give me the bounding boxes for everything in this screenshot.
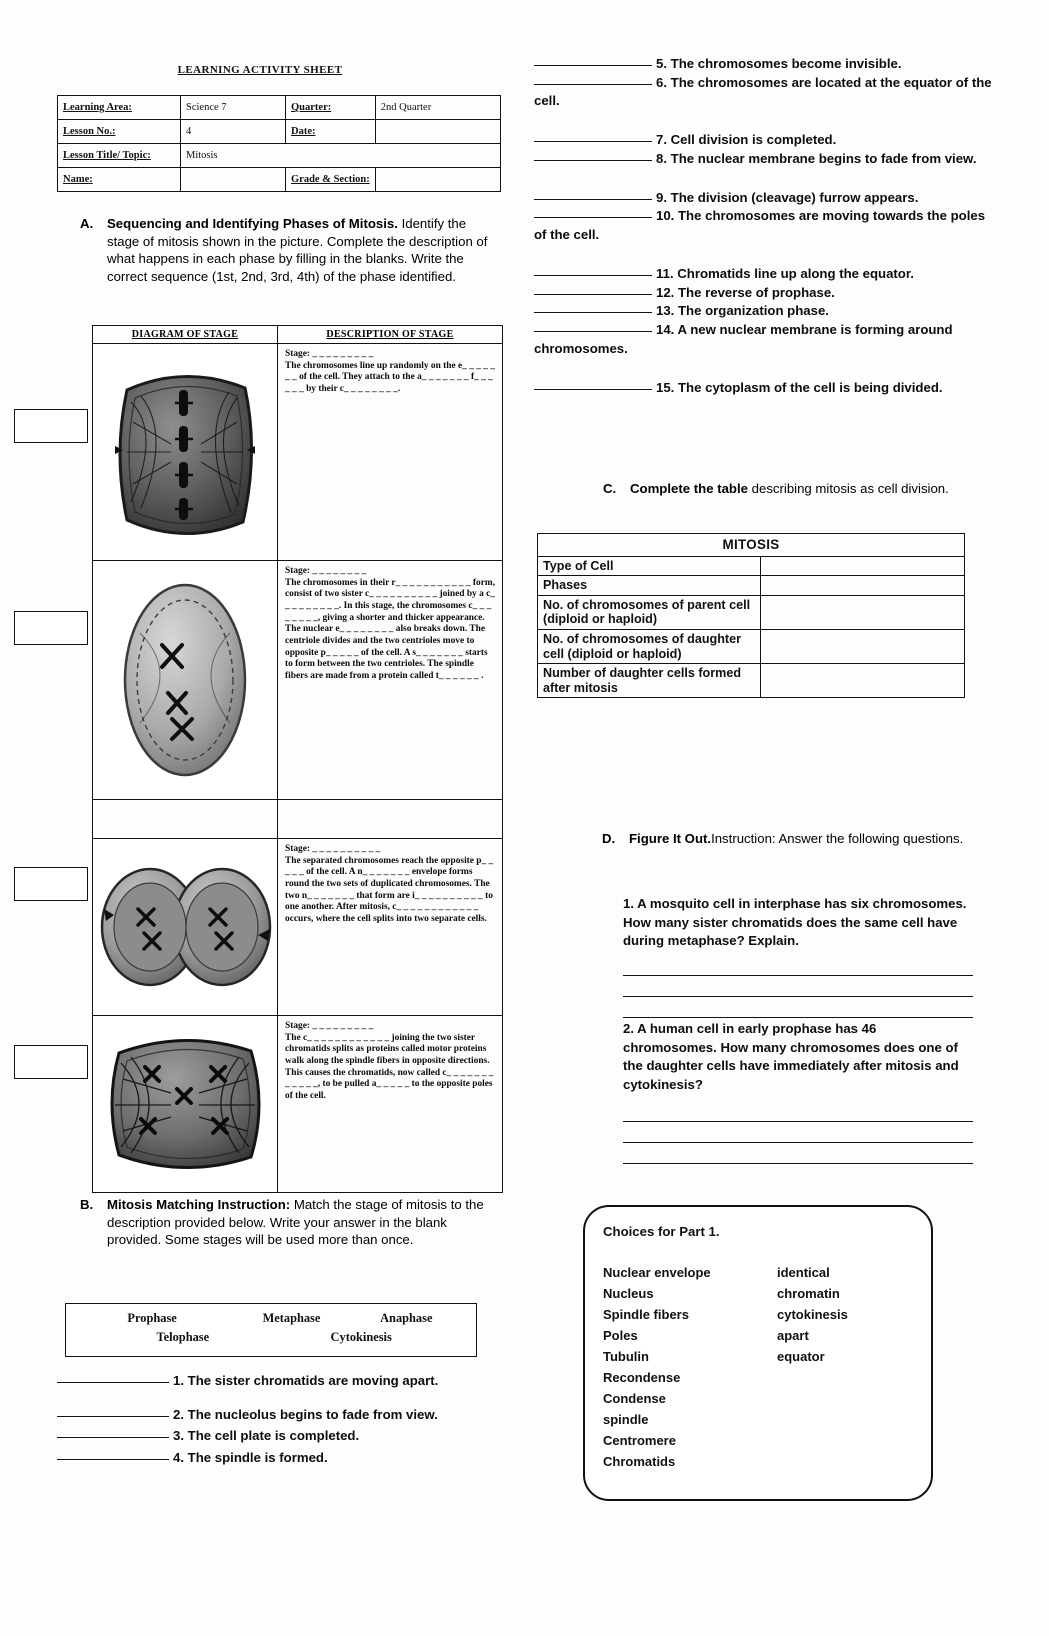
- matching-item-7: 7. Cell division is completed.: [656, 132, 837, 148]
- mitosis-key-parent-chromosomes: No. of chromosomes of parent cell (diploid or haploid): [538, 595, 761, 629]
- answer-blank-12[interactable]: [534, 294, 652, 295]
- list-item: [534, 321, 994, 358]
- answer-blank-13[interactable]: [534, 312, 652, 313]
- stage-table-header: [93, 326, 502, 344]
- mitosis-key-phases: Phases: [538, 576, 761, 596]
- answer-rule-1b[interactable]: [623, 976, 973, 997]
- answer-blank-10[interactable]: [534, 217, 652, 218]
- choice-centromere[interactable]: Centromere: [603, 1433, 676, 1449]
- choice-spindle-fibers[interactable]: Spindle fibers: [603, 1307, 689, 1323]
- part-b-text: Mitosis Matching Instruction: Match the stage of mitosis to the description provided below. Write your answer in the blank provided. Some stages will be used more than once.: [107, 1197, 484, 1248]
- matching-items-left: [57, 1372, 492, 1468]
- part-d-letter: D.: [602, 831, 616, 846]
- info-value-lesson-no[interactable]: 4: [181, 120, 286, 144]
- mitosis-key-number-daughter-cells: Number of daughter cells formed after mitosis: [538, 664, 761, 698]
- info-label-grade-section: Grade & Section:: [286, 168, 376, 192]
- stage-diagram-3: [93, 839, 278, 1015]
- cell-diagram-metaphase-icon: [105, 352, 265, 552]
- sequence-answer-box-1[interactable]: [14, 409, 88, 443]
- word-bank-row-2: [66, 1330, 476, 1345]
- part-b-heading: [80, 1196, 485, 1249]
- stage-diagram-2: [93, 561, 278, 799]
- choice-identical[interactable]: identical: [777, 1265, 830, 1280]
- word-bank-telophase[interactable]: Telophase: [156, 1330, 210, 1344]
- list-item: [534, 150, 994, 169]
- mitosis-value-type-of-cell[interactable]: [761, 556, 965, 576]
- stage-text-3[interactable]: The separated chromosomes reach the opposite p_ _ _ _ _ of the cell. A n_ _ _ _ _ _ _ envelope forms round the two sets of duplicated chromosomes. The two n_ _ _ _ _ _ _ that form are i_ _ _ _ _ _ _ _ _ _ to one another. After mitosis, c_ _ _ _ _ _ _ _ _ _ _ _ occurs, where the cell splits into two separate cells.: [285, 855, 494, 924]
- matching-item-9: 9. The division (cleavage) furrow appears.: [656, 189, 919, 205]
- matching-item-2: 2. The nucleolus begins to fade from view.: [173, 1406, 438, 1422]
- cell-diagram-prophase-icon: [110, 573, 260, 788]
- question-2-block: [623, 1020, 973, 1164]
- answer-rule-1c[interactable]: [623, 997, 973, 1018]
- sheet-title: LEARNING ACTIVITY SHEET: [177, 64, 343, 76]
- mitosis-table: [537, 533, 965, 698]
- word-bank-metaphase[interactable]: Metaphase: [262, 1311, 321, 1325]
- list-item: [534, 284, 994, 303]
- word-bank-anaphase[interactable]: Anaphase: [380, 1311, 433, 1325]
- stage-description-4: [278, 1016, 502, 1192]
- answer-blank-6[interactable]: [534, 84, 652, 85]
- question-2-text: 2. A human cell in early prophase has 46 chromosomes. How many chromosomes does one of the daughter cells have immediately after mitosis and cytokinesis?: [623, 1021, 959, 1093]
- matching-item-8: 8. The nuclear membrane begins to fade from view.: [656, 150, 977, 166]
- matching-item-10: 10. The chromosomes are moving towards the poles of the cell.: [534, 208, 986, 243]
- choice-equator[interactable]: equator: [777, 1349, 825, 1365]
- answer-blank-11[interactable]: [534, 275, 652, 276]
- info-label-name: Name:: [58, 168, 181, 192]
- answer-blank-3[interactable]: [57, 1437, 169, 1438]
- sequence-answer-box-4[interactable]: [14, 1045, 88, 1079]
- stage-label-3: Stage: _ _ _ _ _ _ _ _ _ _: [285, 844, 381, 854]
- stage-description-3: [278, 839, 502, 1015]
- choice-apart[interactable]: apart: [777, 1328, 809, 1344]
- stage-label-4: Stage: _ _ _ _ _ _ _ _ _: [285, 1021, 374, 1031]
- choice-chromatids[interactable]: Chromatids: [603, 1454, 676, 1470]
- mitosis-table-title: MITOSIS: [538, 534, 965, 557]
- table-row: [538, 664, 965, 698]
- mitosis-key-daughter-chromosomes: No. of chromosomes of daughter cell (diploid or haploid): [538, 629, 761, 663]
- stage-table: [92, 325, 503, 1193]
- list-item: [57, 1406, 492, 1425]
- choice-nucleus[interactable]: Nucleus: [603, 1286, 654, 1302]
- header-diagram-of-stage: DIAGRAM OF STAGE: [93, 326, 278, 343]
- sequence-answer-box-2[interactable]: [14, 611, 88, 645]
- stage-text-2[interactable]: The chromosomes in their r_ _ _ _ _ _ _ _ _ _ _ form, consist of two sister c_ _ _ _ _ _ _ _ _ _ joined by a c_ _ _ _ _ _ _ _ _. In this stage, the chromosomes c_ _ _ _ _ _ _ _, giving a shorter and thicker appearance. The nuclear e_ _ _ _ _ _ _ _ also breaks down. The centriole divides and the two centrioles move to opposite p_ _ _ _ _ of the cell. A s_ _ _ _ _ _ _ starts to form between the two centrioles. The spindle fibers are made from a protein called t_ _ _ _ _ _ .: [285, 577, 496, 681]
- table-row: [538, 629, 965, 663]
- table-row: [58, 96, 501, 120]
- info-table: [57, 95, 501, 192]
- info-value-quarter[interactable]: 2nd Quarter: [375, 96, 500, 120]
- list-item: [534, 265, 994, 284]
- list-item: [57, 1449, 492, 1468]
- info-label-lesson-title: Lesson Title/ Topic:: [58, 144, 181, 168]
- stage-label-1: Stage: _ _ _ _ _ _ _ _ _: [285, 349, 374, 359]
- choices-column-b: [777, 1262, 848, 1367]
- list-item: [57, 1427, 492, 1446]
- matching-item-3: 3. The cell plate is completed.: [173, 1428, 360, 1444]
- matching-items-right: [534, 55, 994, 397]
- part-d-text: Figure It Out.Instruction: Answer the following questions.: [629, 831, 964, 846]
- choices-title: Choices for Part 1.: [603, 1224, 720, 1239]
- part-a-heading: [80, 215, 490, 285]
- info-label-learning-area: Learning Area:: [58, 96, 181, 120]
- answer-blank-5[interactable]: [534, 65, 652, 66]
- choices-column-a: [603, 1262, 711, 1472]
- answer-blank-8[interactable]: [534, 160, 652, 161]
- list-item: [534, 189, 994, 208]
- matching-item-6: 6. The chromosomes are located at the equator of the cell.: [534, 74, 992, 109]
- info-label-lesson-no: Lesson No.:: [58, 120, 181, 144]
- stage-description-1: [278, 344, 502, 560]
- table-row: [93, 344, 502, 561]
- word-bank-prophase[interactable]: Prophase: [127, 1311, 177, 1325]
- part-a-text: Sequencing and Identifying Phases of Mitosis. Identify the stage of mitosis shown in the picture. Complete the description of what happens in each phase by filling in the blanks. Write the correct sequence (1st, 2nd, 3rd, 4th) of the phase identified.: [107, 216, 488, 284]
- cell-diagram-anaphase-icon: [101, 1023, 269, 1185]
- stage-diagram-4: [93, 1016, 278, 1192]
- choice-condense[interactable]: Condense: [603, 1391, 666, 1407]
- matching-item-11: 11. Chromatids line up along the equator.: [656, 265, 914, 281]
- list-item: [57, 1372, 492, 1391]
- sequence-answer-box-3[interactable]: [14, 867, 88, 901]
- left-column: [0, 0, 520, 1636]
- mitosis-value-phases[interactable]: [761, 576, 965, 596]
- answer-rule-1a[interactable]: [623, 955, 973, 976]
- info-value-date[interactable]: [375, 120, 500, 144]
- table-row: [538, 576, 965, 596]
- list-item: [534, 379, 994, 398]
- table-row: [58, 168, 501, 192]
- choice-tubulin[interactable]: Tubulin: [603, 1349, 649, 1365]
- choice-recondense[interactable]: Recondense: [603, 1370, 681, 1386]
- answer-blank-9[interactable]: [534, 199, 652, 200]
- matching-item-15: 15. The cytoplasm of the cell is being divided.: [656, 379, 943, 395]
- answer-blank-15[interactable]: [534, 389, 652, 390]
- part-d-heading: [602, 830, 982, 848]
- part-b-letter: B.: [80, 1197, 94, 1212]
- choice-poles[interactable]: Poles: [603, 1328, 638, 1344]
- info-label-date: Date:: [286, 120, 376, 144]
- table-row: [58, 144, 501, 168]
- choice-cytokinesis[interactable]: cytokinesis: [777, 1307, 848, 1323]
- table-row: [538, 595, 965, 629]
- table-row: [93, 1016, 502, 1192]
- choice-nuclear-envelope[interactable]: Nuclear envelope: [603, 1265, 711, 1280]
- answer-rule-2b[interactable]: [623, 1122, 973, 1143]
- info-value-name[interactable]: [181, 168, 286, 192]
- choice-chromatin[interactable]: chromatin: [777, 1286, 840, 1302]
- list-item: [534, 302, 994, 321]
- list-item: [534, 207, 994, 244]
- info-value-lesson-title[interactable]: Mitosis: [181, 144, 501, 168]
- part-c-heading: [603, 480, 1003, 498]
- part-c-text: Complete the table describing mitosis as cell division.: [630, 481, 949, 496]
- matching-item-14: 14. A new nuclear membrane is forming around chromosomes.: [534, 322, 953, 356]
- matching-item-5: 5. The chromosomes become invisible.: [656, 56, 902, 71]
- answer-blank-2[interactable]: [57, 1416, 169, 1417]
- stage-description-2: [278, 561, 502, 799]
- stage-table-gap: [93, 800, 502, 839]
- word-bank-box: [65, 1303, 477, 1357]
- mitosis-value-daughter-chromosomes[interactable]: [761, 629, 965, 663]
- mitosis-value-number-daughter-cells[interactable]: [761, 664, 965, 698]
- list-item: [534, 131, 994, 150]
- matching-item-1: 1. The sister chromatids are moving apart.: [173, 1373, 439, 1388]
- word-bank-row-1: [66, 1311, 476, 1326]
- matching-item-13: 13. The organization phase.: [656, 303, 829, 319]
- answer-blank-4[interactable]: [57, 1459, 169, 1460]
- stage-diagram-1: [93, 344, 278, 560]
- choices-box: [583, 1205, 933, 1501]
- table-row: [93, 839, 502, 1016]
- answer-blank-14[interactable]: [534, 331, 652, 332]
- choice-spindle[interactable]: spindle: [603, 1412, 649, 1428]
- header-description-of-stage: DESCRIPTION OF STAGE: [326, 329, 454, 340]
- matching-item-12: 12. The reverse of prophase.: [656, 284, 835, 300]
- word-bank-cytokinesis[interactable]: Cytokinesis: [330, 1330, 392, 1344]
- table-row: [538, 556, 965, 576]
- question-1-block: [623, 895, 973, 1018]
- answer-blank-1[interactable]: [57, 1382, 169, 1383]
- info-label-quarter: Quarter:: [286, 96, 376, 120]
- part-a-letter: A.: [80, 216, 94, 231]
- list-item: [534, 74, 994, 111]
- table-row: [93, 561, 502, 800]
- answer-blank-7[interactable]: [534, 141, 652, 142]
- question-1-text: 1. A mosquito cell in interphase has six chromosomes. How many sister chromatids does the same cell have during metaphase? Explain.: [623, 896, 967, 949]
- table-row: [58, 120, 501, 144]
- info-value-learning-area[interactable]: Science 7: [181, 96, 286, 120]
- answer-rule-2c[interactable]: [623, 1143, 973, 1164]
- stage-text-1[interactable]: The chromosomes line up randomly on the e_ _ _ _ _ _ _ of the cell. They attach to the a_ _ _ _ _ _ _ f_ _ _ _ _ _ by their c_ _ _ _ _ _ _ _.: [285, 360, 495, 394]
- answer-rule-2a[interactable]: [623, 1101, 973, 1122]
- table-row: [538, 534, 965, 557]
- cell-diagram-telophase-icon: [98, 847, 273, 1007]
- stage-text-4[interactable]: The c_ _ _ _ _ _ _ _ _ _ _ _ joining the two sister chromatids splits as proteins called motor proteins walk along the spindle fibers in opposite directions. This causes the chromatids, now called c_ _ _ _ _ _ _ _ _ _ _ _, to be pulled a_ _ _ _ _ to the opposite poles of the cell.: [285, 1032, 494, 1101]
- list-item: [534, 55, 994, 74]
- matching-item-4: 4. The spindle is formed.: [173, 1450, 328, 1466]
- mitosis-key-type-of-cell: Type of Cell: [538, 556, 761, 576]
- part-c-letter: C.: [603, 481, 617, 496]
- info-value-grade-section[interactable]: [375, 168, 500, 192]
- mitosis-value-parent-chromosomes[interactable]: [761, 595, 965, 629]
- stage-label-2: Stage: _ _ _ _ _ _ _ _: [285, 566, 367, 576]
